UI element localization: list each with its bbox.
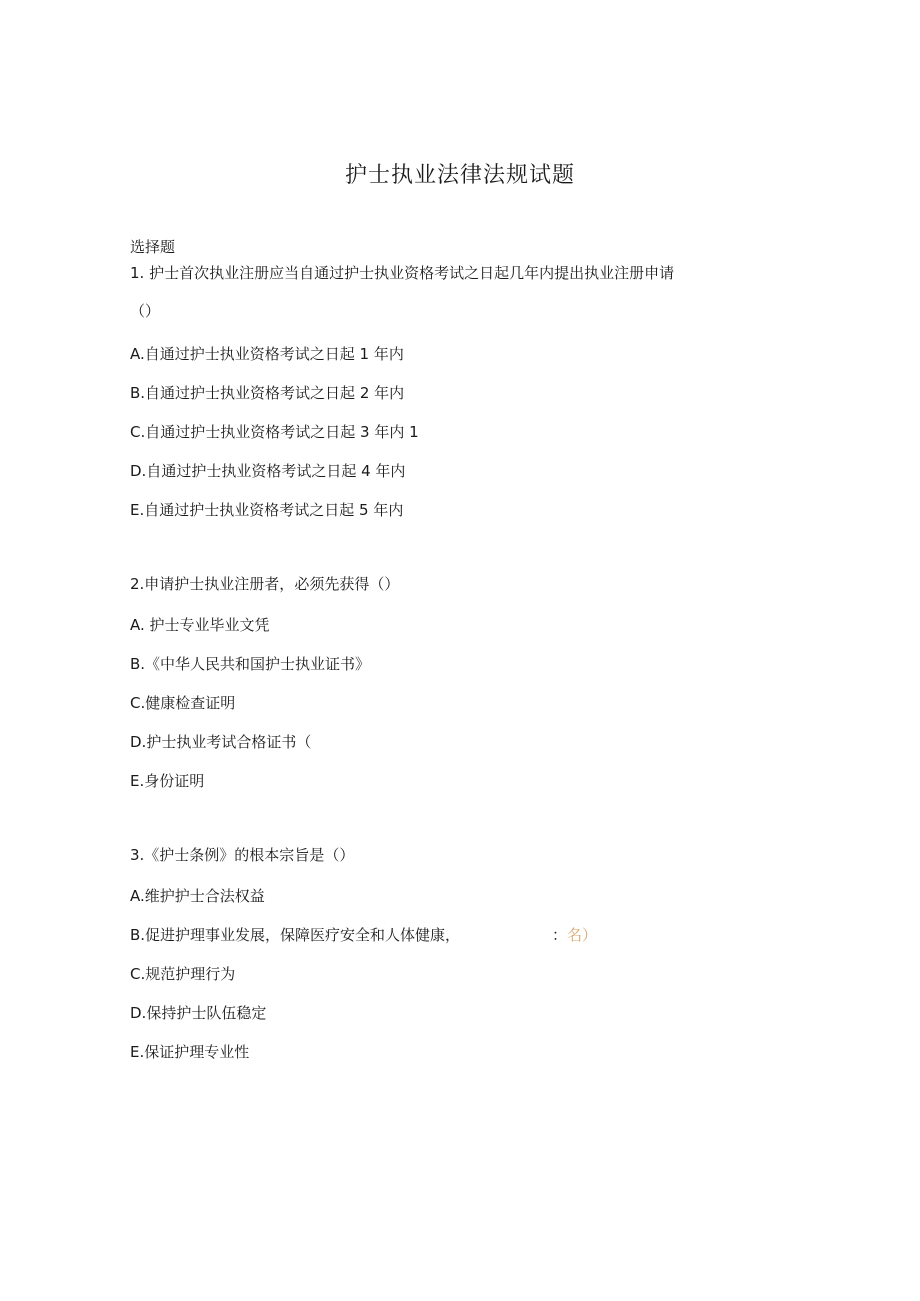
question-3-option-d: D.保持护士队伍稳定: [130, 1004, 267, 1022]
question-1-option-d: D.自通过护士执业资格考试之日起 4 年内: [130, 462, 406, 480]
page-title: 护士执业法律法规试题: [344, 163, 575, 188]
question-1-stem: 1. 护士首次执业注册应当自通过护士执业资格考试之日起几年内提出执业注册申请: [130, 264, 675, 282]
question-2-option-a: A. 护士专业毕业文凭: [130, 616, 270, 634]
question-1-option-e: E.自通过护士执业资格考试之日起 5 年内: [130, 501, 404, 519]
question-3-stem: 3.《护士条例》的根本宗旨是（）: [130, 846, 355, 864]
question-2-option-e: E.身份证明: [130, 772, 205, 790]
question-2-option-c: C.健康检查证明: [130, 694, 236, 712]
question-2-option-b: B.《中华人民共和国护士执业证书》: [130, 655, 371, 673]
margin-note-text: 名）: [567, 926, 598, 944]
question-3-option-c: C.规范护理行为: [130, 965, 236, 983]
margin-note: [552, 924, 597, 946]
question-1-stem-blank: （）: [130, 302, 161, 320]
question-3-option-a: A.维护护士合法权益: [130, 887, 265, 905]
question-2-option-d: D.护士执业考试合格证书（: [130, 733, 312, 751]
margin-note-colon: ：: [552, 926, 568, 944]
question-2-stem: 2.申请护士执业注册者，必须先获得（）: [130, 575, 400, 593]
question-3-option-b: B.促进护理事业发展，保障医疗安全和人体健康，: [130, 926, 461, 944]
section-label: 选择题: [130, 238, 176, 256]
question-3-option-e: E.保证护理专业性: [130, 1043, 250, 1061]
question-1-option-c: C.自通过护士执业资格考试之日起 3 年内 1: [130, 423, 419, 441]
question-1-option-b: B.自通过护士执业资格考试之日起 2 年内: [130, 384, 405, 402]
question-1-option-a: A.自通过护士执业资格考试之日起 1 年内: [130, 345, 404, 363]
